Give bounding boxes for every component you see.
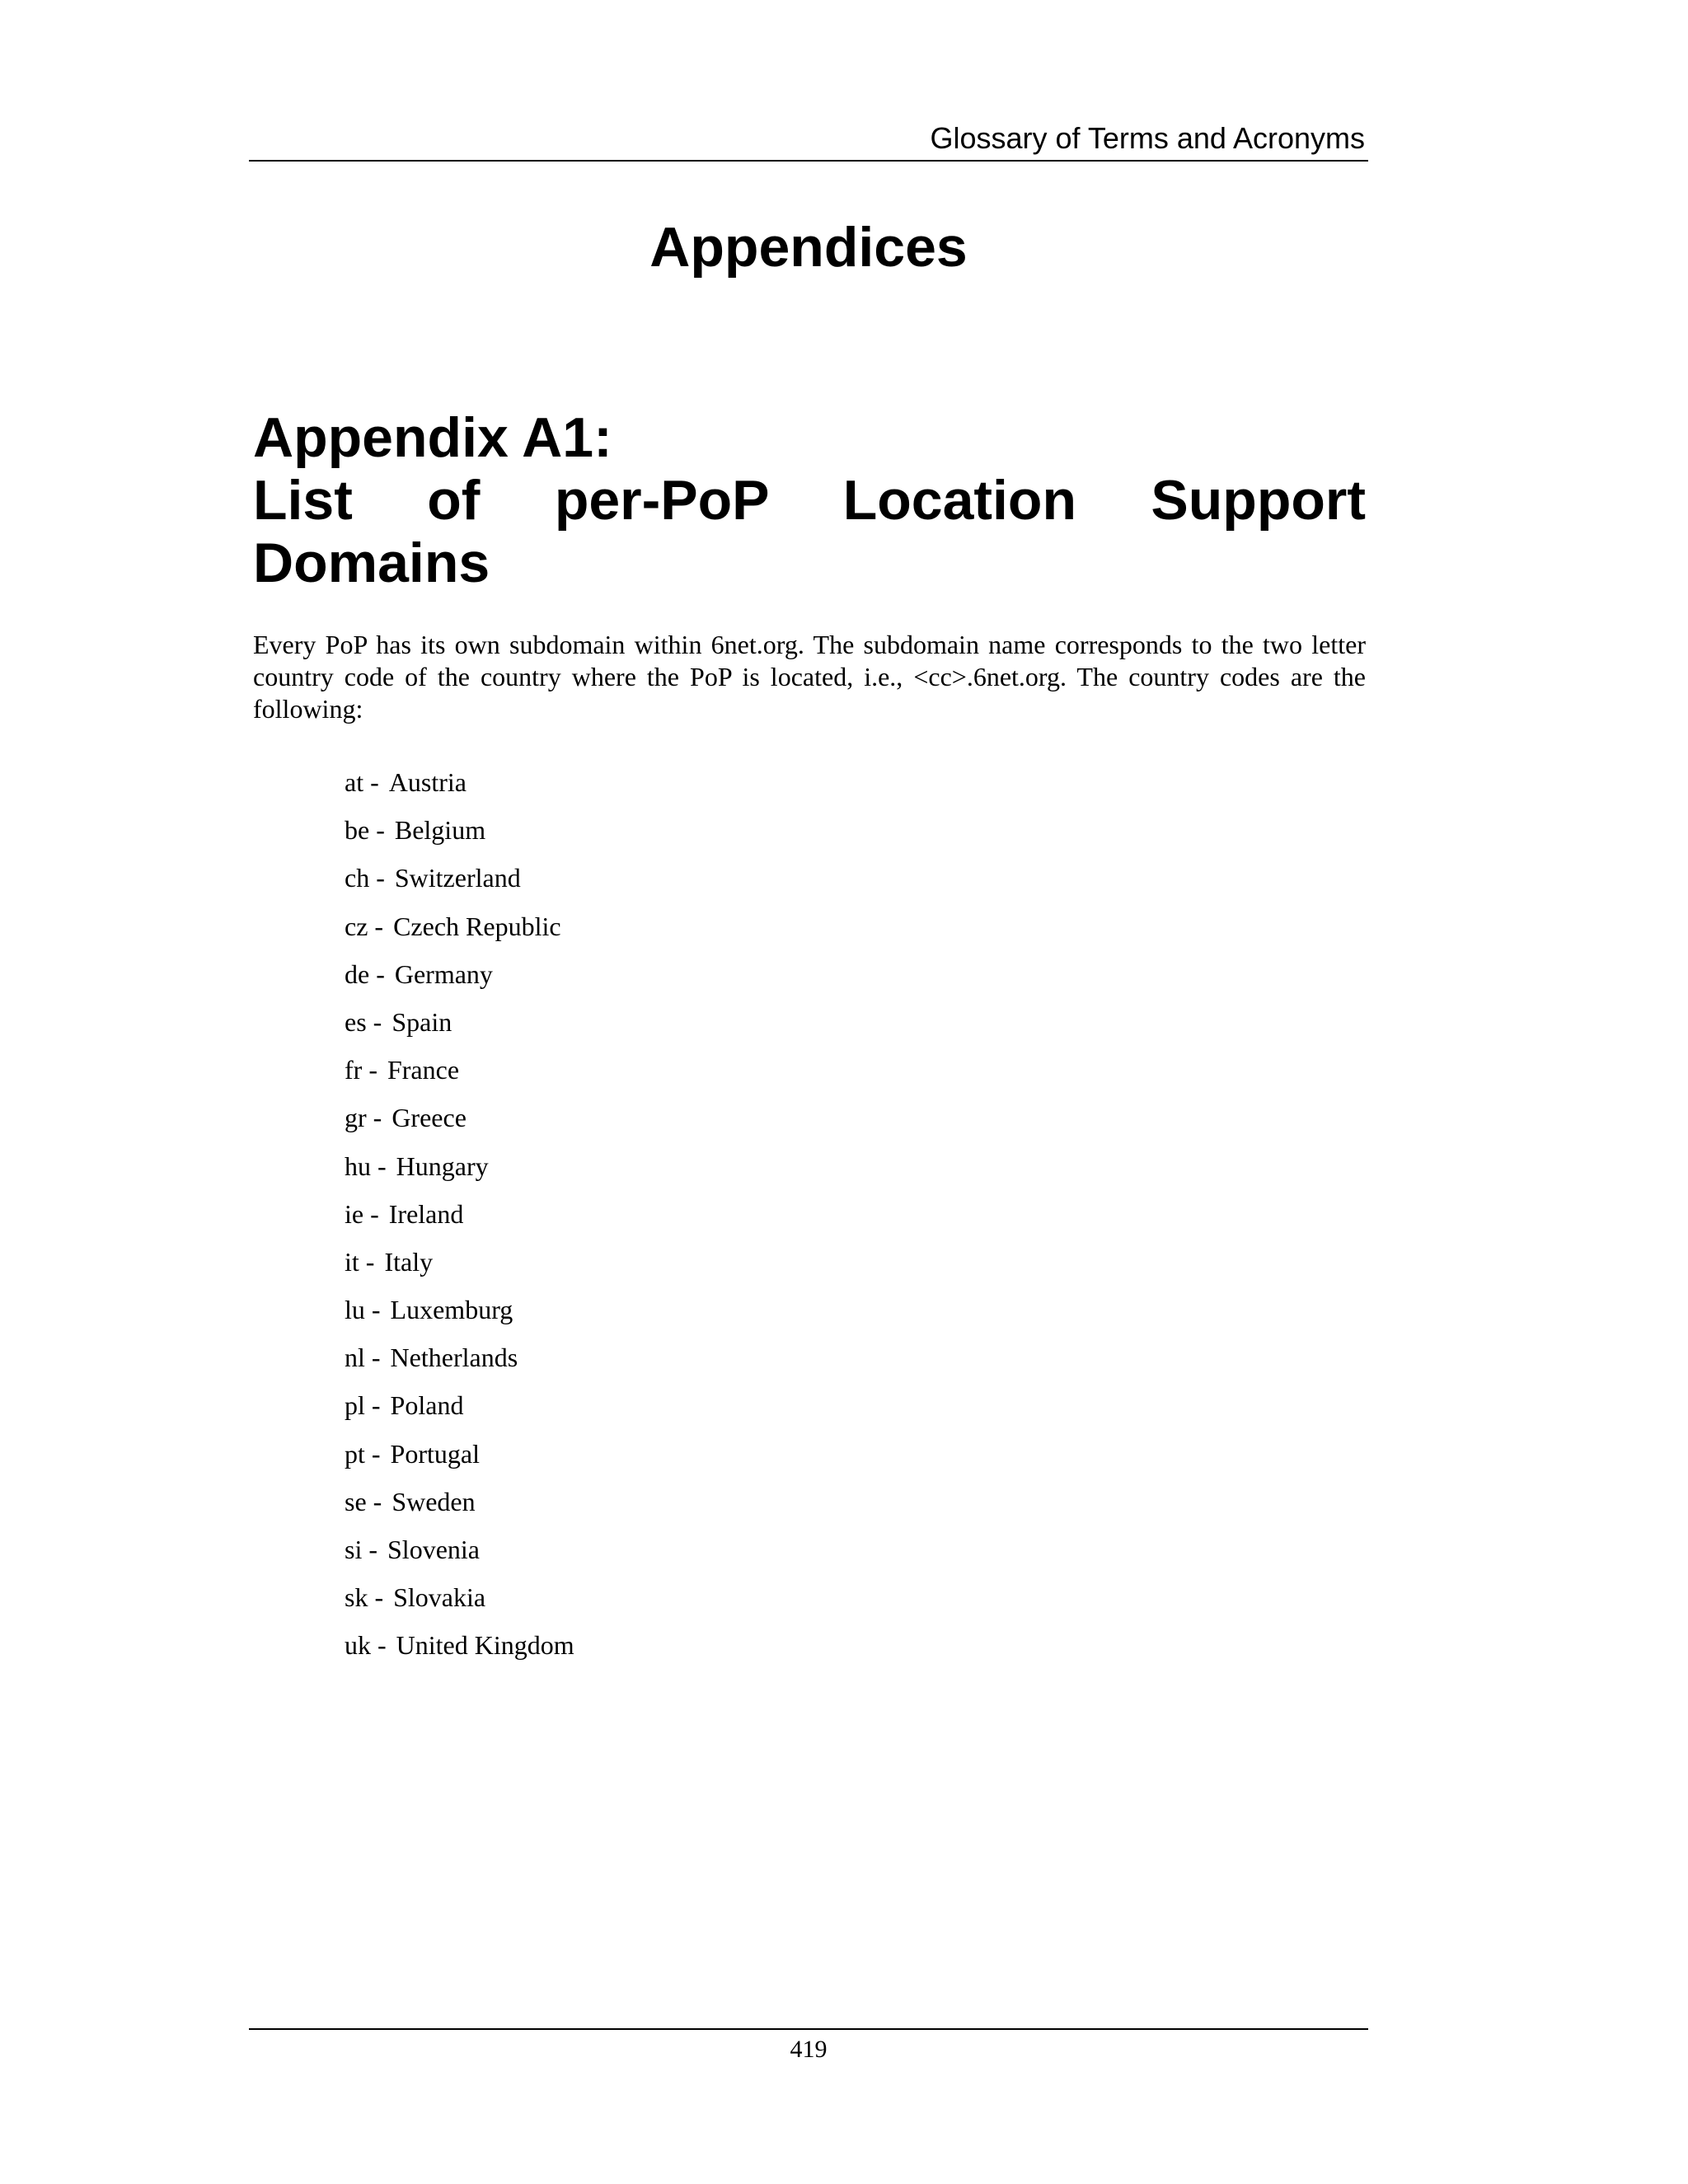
country-list-item: [345, 1238, 574, 1286]
appendix-heading-line-2: List of per-PoP Location Support: [253, 469, 1366, 532]
country-code: hu: [345, 1151, 371, 1181]
country-code: se: [345, 1486, 367, 1516]
country-code: lu: [345, 1295, 365, 1325]
country-list-item: [345, 1286, 574, 1333]
country-name: France: [387, 1055, 460, 1085]
country-list-item: [345, 1478, 574, 1526]
country-name: Portugal: [390, 1438, 480, 1469]
country-name: Austria: [388, 767, 467, 797]
country-list-item: [345, 1381, 574, 1429]
country-code: si: [345, 1535, 363, 1564]
part-title: Appendices: [649, 216, 968, 279]
country-name: Ireland: [388, 1198, 464, 1229]
country-code: gr: [345, 1103, 367, 1133]
country-separator: -: [377, 1151, 387, 1181]
country-name: Luxemburg: [390, 1295, 513, 1325]
country-code: fr: [345, 1055, 363, 1085]
country-separator: -: [371, 1295, 381, 1325]
country-list-item: [345, 758, 574, 806]
country-list-item: [345, 1430, 574, 1478]
country-code: sk: [345, 1582, 368, 1613]
country-name: Sweden: [392, 1486, 476, 1516]
country-list-item: [345, 1094, 574, 1141]
country-code: ch: [345, 863, 370, 893]
country-list-item: [345, 806, 574, 854]
country-list-item: [345, 854, 574, 902]
country-code-list: [345, 758, 574, 1670]
country-code: be: [345, 815, 370, 846]
country-code: pt: [345, 1438, 365, 1469]
country-separator: -: [368, 1535, 377, 1564]
intro-paragraph: Every PoP has its own subdomain within 6net.org. The subdomain name corresponds to the two letter country code of the country where the PoP is located, i.e., <cc>.6net.org. The country codes are the following:: [253, 630, 1366, 724]
country-separator: -: [371, 1390, 381, 1421]
country-name: Greece: [392, 1103, 467, 1133]
country-name: Italy: [384, 1246, 434, 1277]
country-list-item: [345, 1573, 574, 1621]
country-name: Poland: [390, 1390, 464, 1421]
country-separator: -: [374, 1582, 384, 1613]
country-separator: -: [373, 1103, 382, 1133]
country-code: uk: [345, 1630, 371, 1661]
country-separator: -: [376, 958, 385, 989]
country-list-item: [345, 1046, 574, 1094]
country-name: Slovakia: [393, 1582, 486, 1613]
country-name: Netherlands: [390, 1343, 518, 1373]
country-separator: -: [374, 911, 384, 941]
country-name: United Kingdom: [396, 1630, 574, 1661]
country-name: Hungary: [396, 1151, 489, 1181]
country-list-item: [345, 1142, 574, 1190]
country-code: de: [345, 958, 370, 989]
appendix-heading-line-1: Appendix A1:: [253, 406, 612, 469]
country-list-item: [345, 1333, 574, 1381]
country-separator: -: [373, 1486, 382, 1516]
country-name: Spain: [392, 1006, 452, 1037]
country-list-item: [345, 1190, 574, 1238]
appendix-heading: [253, 406, 1366, 594]
country-separator: -: [371, 1438, 381, 1469]
country-separator: -: [376, 815, 385, 846]
country-separator: -: [371, 1343, 381, 1373]
country-list-item: [345, 1526, 574, 1573]
country-code: es: [345, 1006, 367, 1037]
country-list-item: [345, 1621, 574, 1669]
country-code: ie: [345, 1198, 364, 1229]
country-code: cz: [345, 911, 368, 941]
country-code: it: [345, 1246, 359, 1277]
country-separator: -: [373, 1006, 382, 1037]
country-separator: -: [370, 767, 379, 797]
appendix-heading-line-3: Domains: [253, 532, 490, 594]
page-number: 419: [790, 2036, 828, 2063]
country-name: Slovenia: [387, 1535, 480, 1564]
country-code: at: [345, 767, 364, 797]
country-separator: -: [376, 863, 385, 893]
country-separator: -: [368, 1055, 377, 1085]
country-separator: -: [365, 1246, 375, 1277]
country-list-item: [345, 950, 574, 998]
country-code: nl: [345, 1343, 365, 1373]
running-header: [249, 115, 1368, 162]
country-separator: -: [370, 1198, 379, 1229]
country-name: Switzerland: [394, 863, 521, 893]
country-list-item: [345, 902, 574, 950]
country-name: Germany: [394, 958, 493, 989]
country-name: Czech Republic: [393, 911, 561, 941]
running-footer: [249, 2028, 1368, 2066]
country-separator: -: [377, 1630, 387, 1661]
country-code: pl: [345, 1390, 365, 1421]
country-name: Belgium: [394, 815, 486, 846]
country-list-item: [345, 998, 574, 1046]
running-header-title: Glossary of Terms and Acronyms: [930, 121, 1365, 155]
